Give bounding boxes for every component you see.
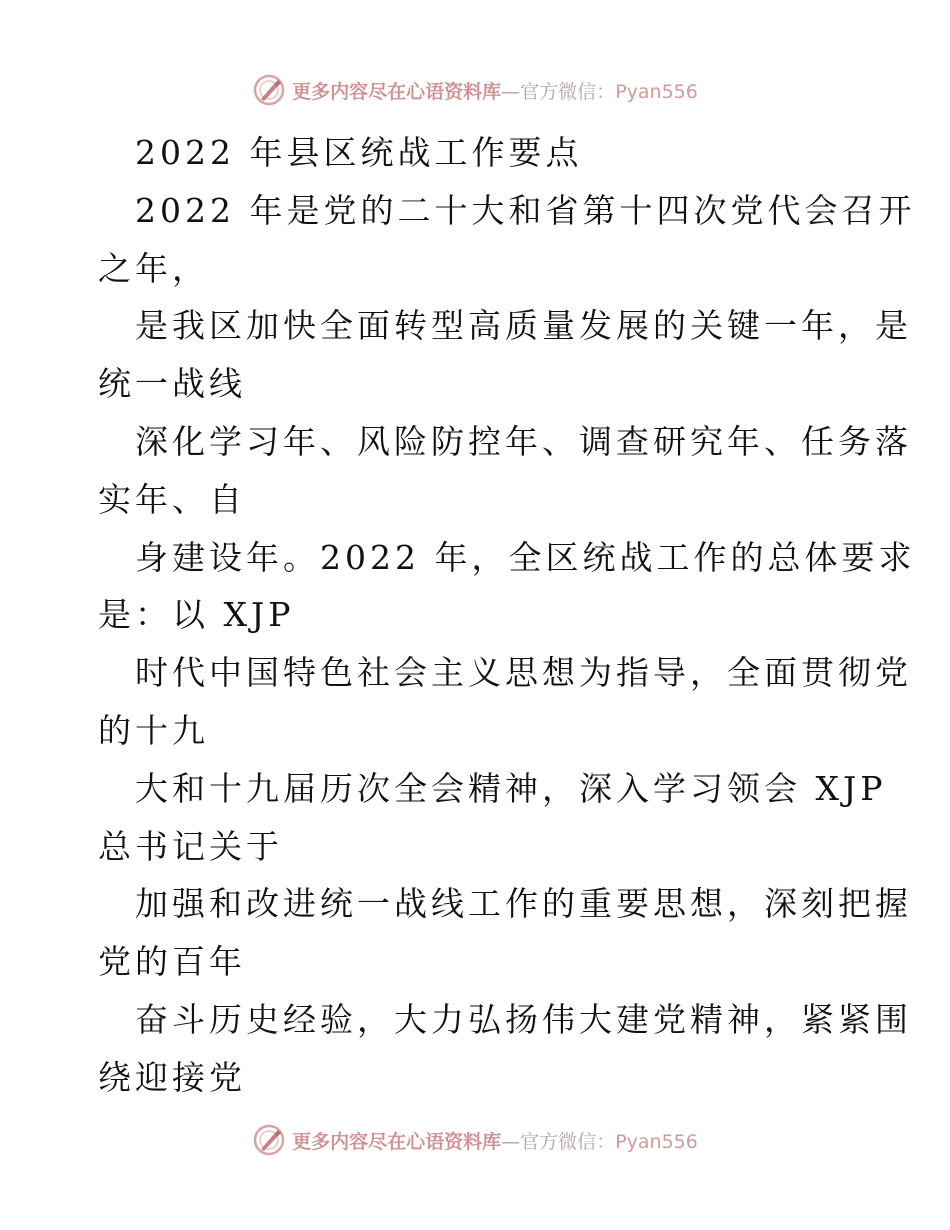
text-line: 党的百年 xyxy=(98,942,246,982)
text-line: 统一战线 xyxy=(98,364,246,404)
text-line: 大和十九届历次全会精神，深入学习领会 XJP xyxy=(135,768,887,808)
watermark-text xyxy=(292,77,698,104)
text-line: 之年， xyxy=(98,248,209,288)
text-line: 的十九 xyxy=(98,710,209,750)
text-line: 实年、自 xyxy=(98,479,246,519)
watermark-id: Pyan556 xyxy=(615,1130,698,1153)
text-line: 绕迎接党 xyxy=(98,1057,246,1097)
text-line: 奋斗历史经验，大力弘扬伟大建党精神，紧紧围 xyxy=(135,999,912,1039)
document-body xyxy=(98,124,916,1107)
text-line: 是：以 XJP xyxy=(98,595,295,635)
watermark-main: 更多内容尽在心语资料库 xyxy=(292,80,502,103)
pen-logo-icon xyxy=(252,73,286,107)
pen-logo-icon xyxy=(252,1123,286,1157)
text-line: 2022 年是党的二十大和省第十四次党代会召开 xyxy=(135,190,916,230)
watermark-id: Pyan556 xyxy=(615,80,698,103)
text-line: 时代中国特色社会主义思想为指导，全面贯彻党 xyxy=(135,653,912,693)
watermark-main: 更多内容尽在心语资料库 xyxy=(292,1130,502,1153)
text-line: 身建设年。2022 年，全区统战工作的总体要求 xyxy=(135,537,916,577)
header-watermark xyxy=(0,70,950,110)
footer-watermark xyxy=(0,1120,950,1160)
text-line: 深化学习年、风险防控年、调查研究年、任务落 xyxy=(135,421,912,461)
watermark-sub: —官方微信： xyxy=(501,1130,616,1153)
watermark-text xyxy=(292,1127,698,1154)
text-line: 2022 年县区统战工作要点 xyxy=(135,133,583,172)
watermark-sub: —官方微信： xyxy=(501,80,616,103)
text-line: 是我区加快全面转型高质量发展的关键一年，是 xyxy=(135,306,912,346)
text-line: 总书记关于 xyxy=(98,826,283,866)
text-line: 加强和改进统一战线工作的重要思想，深刻把握 xyxy=(135,884,912,924)
